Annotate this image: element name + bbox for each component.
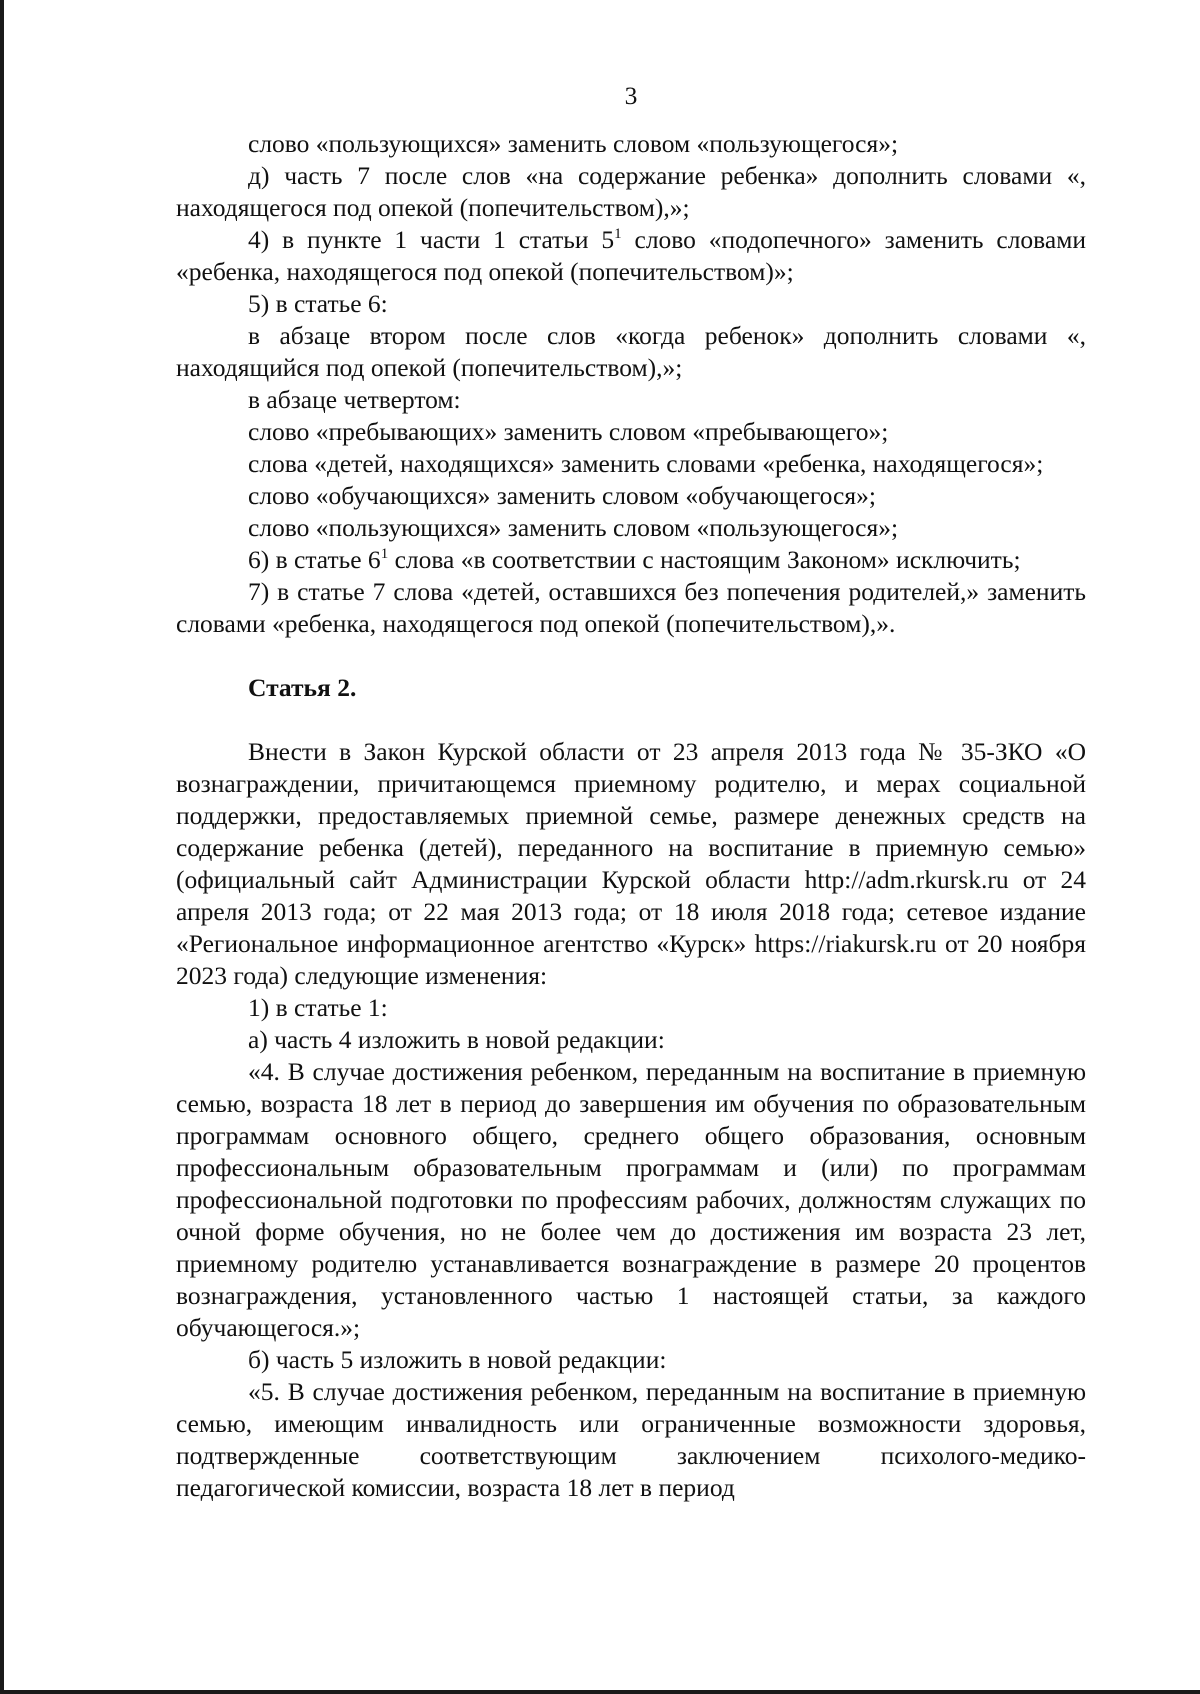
paragraph: а) часть 4 изложить в новой редакции:	[248, 1025, 665, 1054]
article-heading: Статья 2.	[248, 673, 357, 702]
paragraph: «4. В случае достижения ребенком, переданным на воспитание в приемную семью, возраста 18 лет в период до завершения им обучения по образовательным программам основного общего, среднего общего образования, основным профессиональным образовательным программам и (или) по программам профессиональной подготовки по профессиям рабочих, должностям служащих по очной форме обучения, но не более чем до достижения им возраста 23 лет, приемному родителю устанавливается вознаграждение в размере 20 процентов вознаграждения, установленного частью 1 настоящей статьи, за каждого обучающегося.»;	[176, 1057, 1086, 1342]
paragraph: 1) в статье 1:	[248, 993, 388, 1022]
paragraph-text: слова «в соответствии с настоящим Законом» исключить;	[388, 545, 1021, 574]
superscript: 1	[614, 226, 622, 242]
page-number: 3	[624, 81, 638, 110]
paragraph: в абзаце втором после слов «когда ребенок» дополнить словами «, находящийся под опекой (попечительством),»;	[176, 321, 1086, 382]
paragraph-text: слово «подопечного» заменить словами «ребенка, находящегося под опекой (попечительством)»;	[176, 225, 1086, 286]
paragraph: 5) в статье 6:	[248, 289, 388, 318]
paragraph	[176, 544, 1086, 576]
paragraph: «5. В случае достижения ребенком, переданным на воспитание в приемную семью, имеющим инвалидность или ограниченные возможности здоровья, подтвержденные соответствующим заключением психолого-медико-педагогической комиссии, возраста 18 лет в период	[176, 1377, 1086, 1502]
paragraph: д) часть 7 после слов «на содержание ребенка» дополнить словами «, находящегося под опекой (попечительством),»;	[176, 161, 1086, 222]
scan-edge-bottom	[0, 1690, 1200, 1694]
superscript: 1	[380, 546, 389, 562]
paragraph: слово «пользующихся» заменить словом «пользующегося»;	[248, 129, 899, 158]
paragraph-text: 4) в пункте 1 части 1 статьи 5	[248, 225, 615, 254]
paragraph: слова «детей, находящихся» заменить словами «ребенка, находящегося»;	[248, 449, 1044, 478]
scan-edge-left	[0, 0, 4, 1694]
document-body	[176, 80, 1086, 1504]
paragraph: слово «обучающихся» заменить словом «обучающегося»;	[248, 481, 876, 510]
paragraph: в абзаце четвертом:	[248, 385, 461, 414]
paragraph	[176, 224, 1086, 288]
paragraph: 7) в статье 7 слова «детей, оставшихся без попечения родителей,» заменить словами «ребенка, находящегося под опекой (попечительством),».	[176, 577, 1086, 638]
paragraph: слово «пребывающих» заменить словом «пребывающего»;	[248, 417, 889, 446]
paragraph: Внести в Закон Курской области от 23 апреля 2013 года № 35-ЗКО «О вознаграждении, причитающемся приемному родителю, и мерах социальной поддержки, предоставляемых приемной семье, размере денежных средств на содержание ребенка (детей), переданного на воспитание в приемную семью» (официальный сайт Администрации Курской области http://adm.rkursk.ru от 24 апреля 2013 года; от 22 мая 2013 года; от 18 июля 2018 года; сетевое издание «Региональное информационное агентство «Курск» https://riakursk.ru от 20 ноября 2023 года) следующие изменения:	[176, 737, 1086, 990]
paragraph-text: 6) в статье 6	[248, 545, 381, 574]
paragraph: слово «пользующихся» заменить словом «пользующегося»;	[248, 513, 899, 542]
paragraph: б) часть 5 изложить в новой редакции:	[248, 1345, 667, 1374]
